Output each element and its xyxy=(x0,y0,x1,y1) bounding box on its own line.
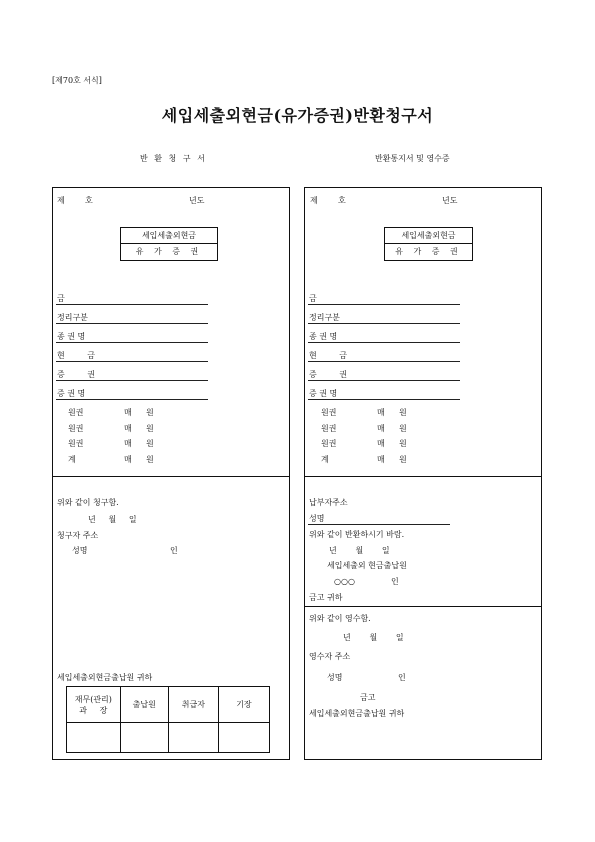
subtitle-right: 반환통지서 및 영수증 xyxy=(375,154,450,163)
approval-cell[interactable] xyxy=(120,723,168,753)
left-category-box xyxy=(120,227,218,261)
right-field-kind: 종 권 명 xyxy=(309,332,338,341)
right-count-unit: 매 xyxy=(377,455,385,464)
right-count-won: 원 xyxy=(399,424,407,433)
left-claimant-seal: 인 xyxy=(170,546,178,555)
left-claimant-address: 청구자 주소 xyxy=(57,531,99,540)
right-cashier-name: ○○○ xyxy=(334,577,355,586)
right-count-label: 원권 xyxy=(321,408,337,417)
left-header-year: 년도 xyxy=(189,196,205,205)
right-header-year: 년도 xyxy=(442,196,458,205)
left-count-won: 원 xyxy=(146,424,154,433)
right-category-line2: 유 가 증 권 xyxy=(395,247,462,256)
right-payer-name-line xyxy=(308,524,450,525)
approval-header-bookkeeper: 기장 xyxy=(218,687,269,723)
approval-header-director: 재무(관리) 과 장 xyxy=(67,687,121,723)
left-field-line xyxy=(56,380,208,381)
left-header-no: 제 xyxy=(57,196,65,205)
right-header-ho: 호 xyxy=(338,196,346,205)
right-receiver-name: 성명 xyxy=(327,673,343,682)
right-cashier-seal: 인 xyxy=(391,577,399,586)
left-count-unit: 매 xyxy=(124,424,132,433)
right-receipt-date: 년 월 일 xyxy=(343,633,405,642)
left-count-unit: 매 xyxy=(124,455,132,464)
left-claimant-name: 성명 xyxy=(72,546,88,555)
right-count-total: 계 xyxy=(321,455,329,464)
left-field-securities: 증 권 xyxy=(57,370,105,379)
left-category-line1: 세입세출외현금 xyxy=(121,228,217,244)
right-cashier-title: 세입세출외 현금출납원 xyxy=(327,561,407,570)
left-count-won: 원 xyxy=(146,408,154,417)
left-field-line xyxy=(56,304,208,305)
right-count-won: 원 xyxy=(399,439,407,448)
left-category-line2: 유 가 증 권 xyxy=(135,247,203,256)
right-field-line xyxy=(308,399,460,400)
form-number: [제70호 서식] xyxy=(52,76,102,85)
left-count-label: 원권 xyxy=(68,408,84,417)
left-count-unit: 매 xyxy=(124,408,132,417)
right-notice-date: 년 월 일 xyxy=(329,546,391,555)
right-receiver-seal: 인 xyxy=(398,673,406,682)
left-count-total: 계 xyxy=(68,455,76,464)
left-field-line xyxy=(56,399,208,400)
approval-cell[interactable] xyxy=(218,723,269,753)
right-field-line xyxy=(308,323,460,324)
right-field-securities: 증 권 xyxy=(309,370,357,379)
page-title: 세입세출외현금(유가증권)반환청구서 xyxy=(161,106,434,125)
left-count-won: 원 xyxy=(146,439,154,448)
left-field-line xyxy=(56,323,208,324)
left-field-line xyxy=(56,342,208,343)
right-notice-text: 위와 같이 반환하시기 바람. xyxy=(309,530,405,539)
right-count-unit: 매 xyxy=(377,439,385,448)
approval-cell[interactable] xyxy=(168,723,218,753)
left-field-securities-name: 증 권 명 xyxy=(57,389,86,398)
left-header-ho: 호 xyxy=(85,196,93,205)
right-receiver-address: 영수자 주소 xyxy=(309,652,351,661)
left-count-label: 원권 xyxy=(68,424,84,433)
left-field-category: 정리구분 xyxy=(57,313,88,322)
right-field-securities-name: 증 권 명 xyxy=(309,389,338,398)
right-count-unit: 매 xyxy=(377,408,385,417)
approval-header-handler: 취급자 xyxy=(168,687,218,723)
right-category-box xyxy=(384,227,473,261)
left-field-cash: 현 금 xyxy=(57,351,105,360)
approval-header-cashier: 출납원 xyxy=(120,687,168,723)
right-field-line xyxy=(308,342,460,343)
approval-cell[interactable] xyxy=(67,723,121,753)
right-field-category: 정리구분 xyxy=(309,313,340,322)
right-field-line xyxy=(308,304,460,305)
left-addressee: 세입세출외현금출납원 귀하 xyxy=(57,673,153,682)
left-field-amount: 금 xyxy=(57,294,65,303)
subtitle-left: 반 환 청 구 서 xyxy=(140,154,207,163)
right-bottom-panel xyxy=(304,606,542,760)
right-count-won: 원 xyxy=(399,408,407,417)
left-field-line xyxy=(56,361,208,362)
right-count-unit: 매 xyxy=(377,424,385,433)
right-count-label: 원권 xyxy=(321,424,337,433)
right-bank-label: 금고 xyxy=(360,693,376,702)
left-count-label: 원권 xyxy=(68,439,84,448)
left-date: 년 월 일 xyxy=(88,515,137,524)
right-count-label: 원권 xyxy=(321,439,337,448)
right-field-line xyxy=(308,361,460,362)
approval-table xyxy=(66,686,270,753)
right-category-line1: 세입세출외현금 xyxy=(385,228,472,244)
left-field-kind: 종 권 명 xyxy=(57,332,86,341)
right-count-won: 원 xyxy=(399,455,407,464)
left-count-unit: 매 xyxy=(124,439,132,448)
right-payer-name: 성명 xyxy=(309,514,325,523)
right-bank-to: 금고 귀하 xyxy=(309,593,343,602)
left-count-won: 원 xyxy=(146,455,154,464)
right-field-line xyxy=(308,380,460,381)
right-header-no: 제 xyxy=(310,196,318,205)
right-receipt-addressee: 세입세출외현금출납원 귀하 xyxy=(309,709,405,718)
left-request-text: 위와 같이 청구함. xyxy=(57,498,119,507)
right-middle-panel xyxy=(304,476,542,607)
right-field-cash: 현 금 xyxy=(309,351,357,360)
right-receipt-text: 위와 같이 영수함. xyxy=(309,614,371,623)
right-payer-address: 납부자주소 xyxy=(309,498,348,507)
right-field-amount: 금 xyxy=(309,294,317,303)
